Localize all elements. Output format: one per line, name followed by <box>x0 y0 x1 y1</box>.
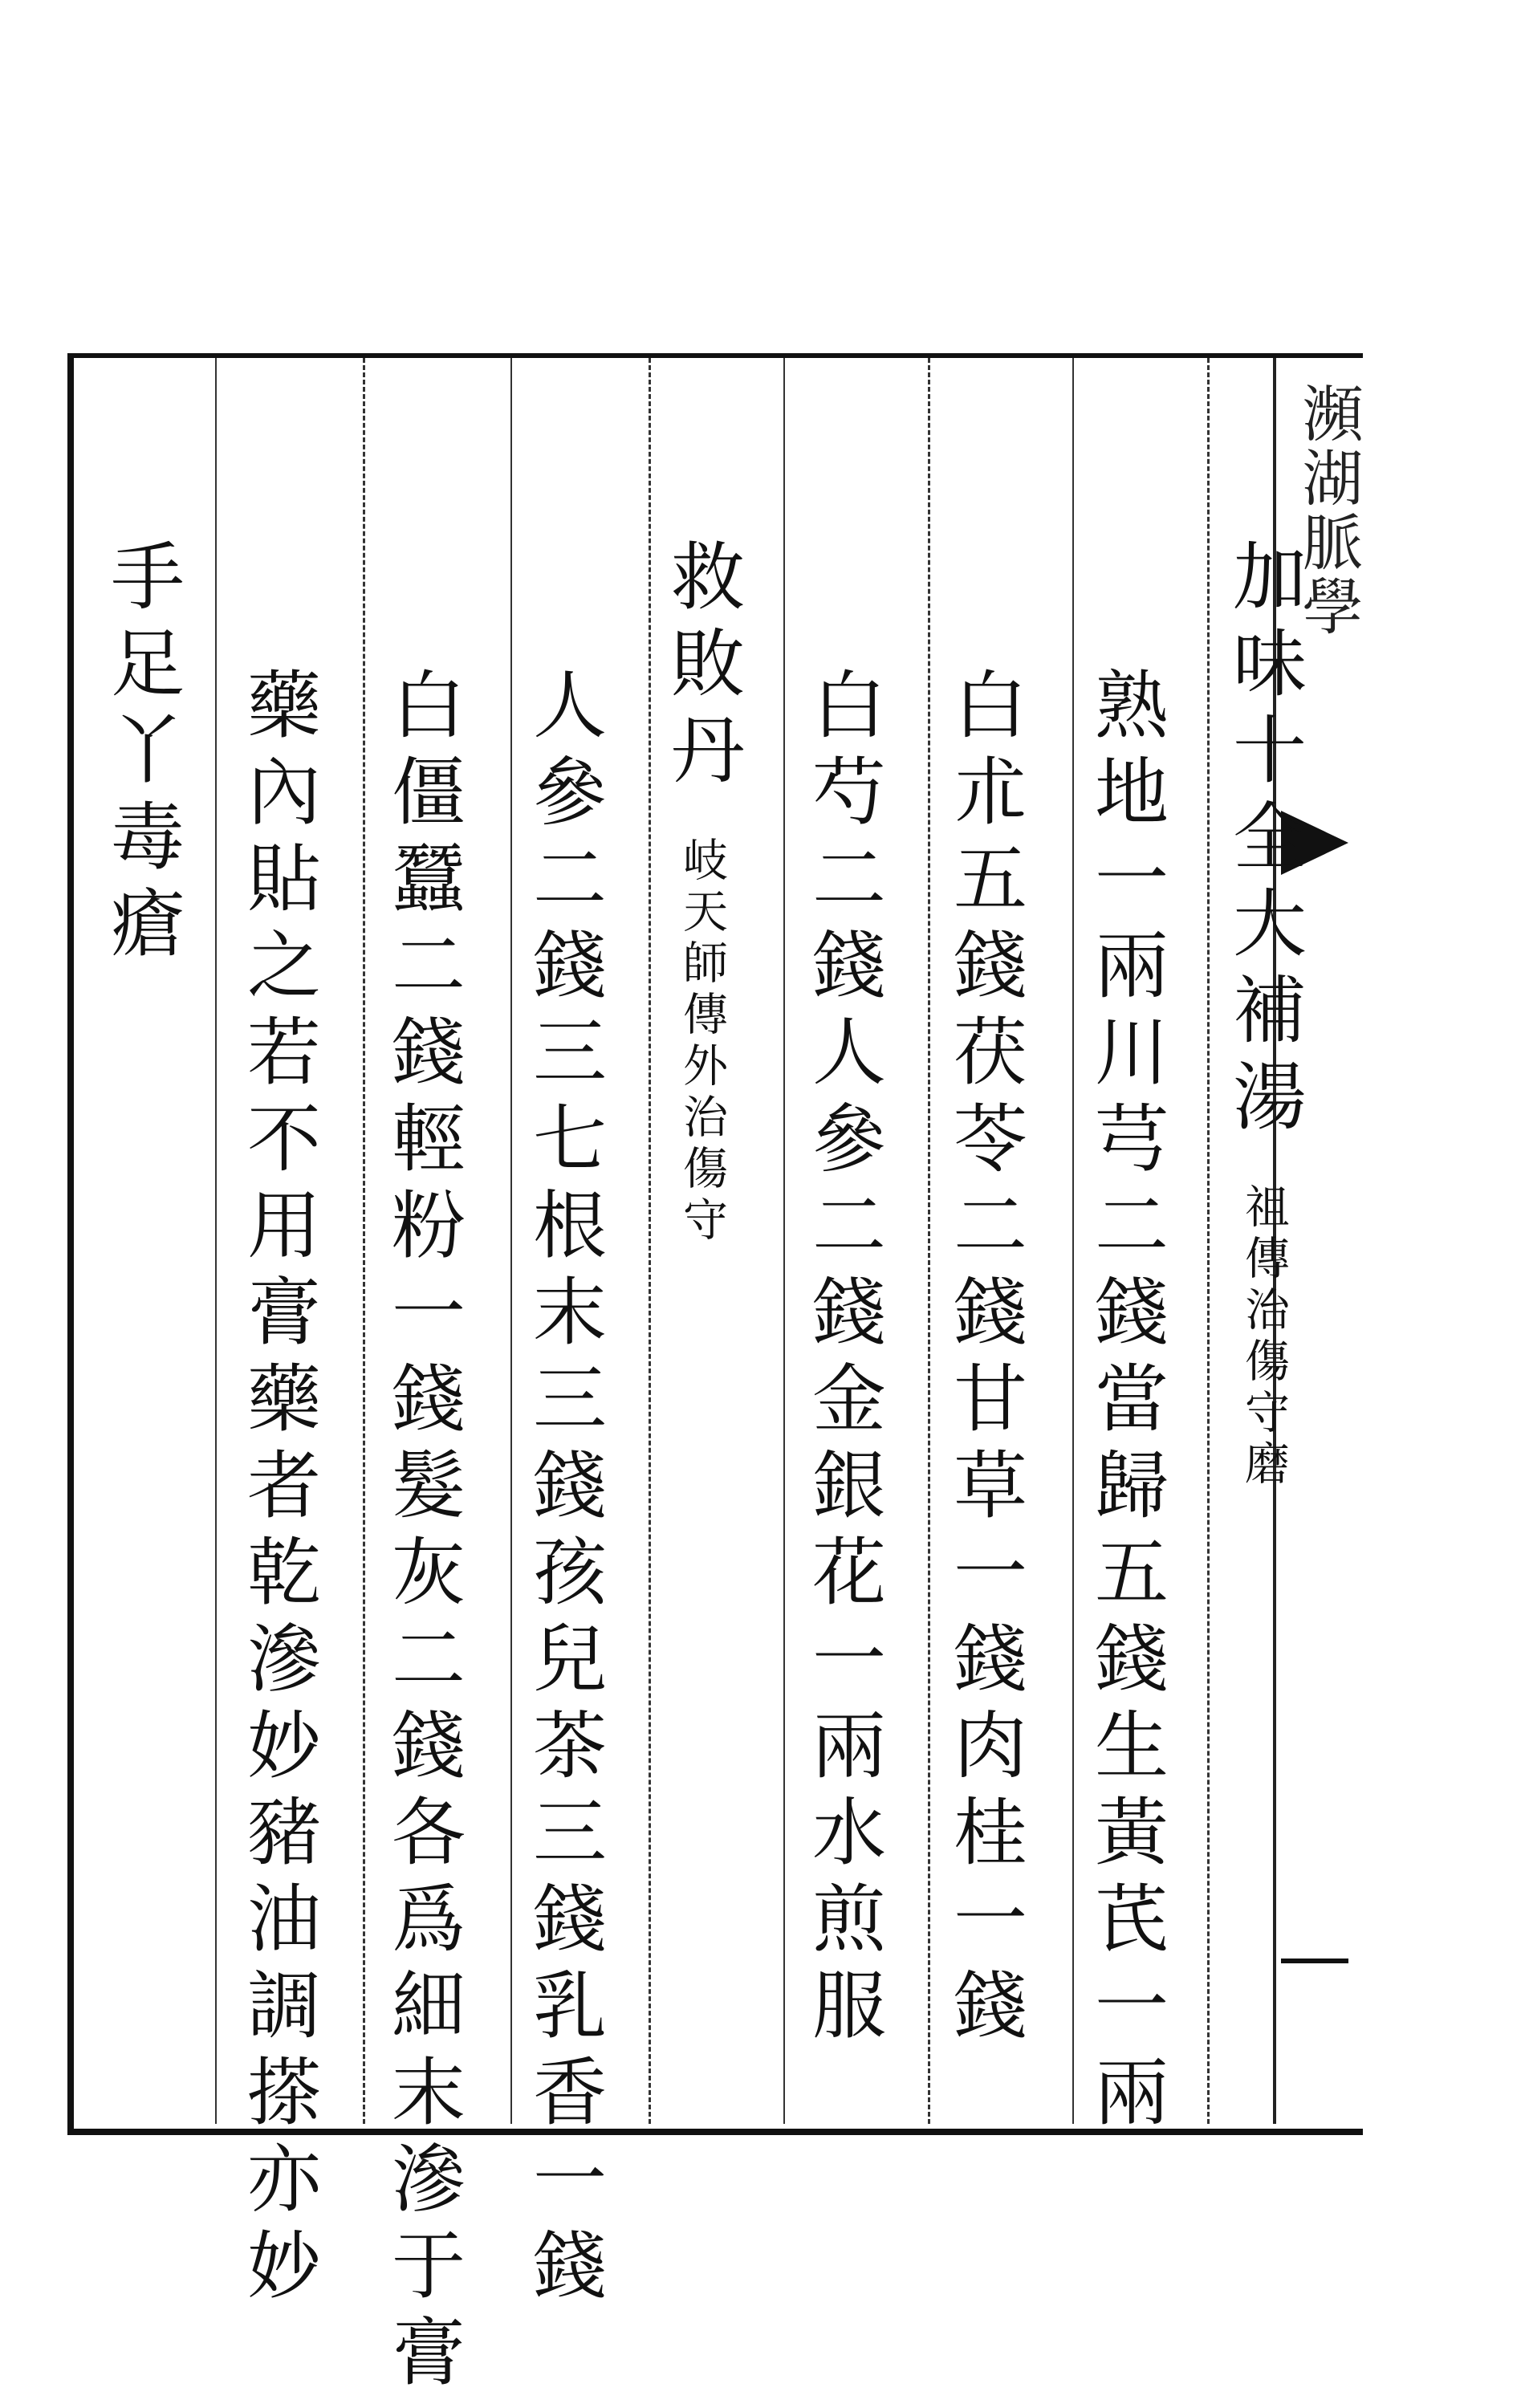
column-rule <box>363 358 365 2124</box>
column-rule <box>1072 358 1074 2124</box>
column-rule <box>1207 358 1210 2124</box>
margin-title: 瀕湖脈學 <box>1292 382 1364 639</box>
column-rule <box>215 358 217 2124</box>
text-column-1 <box>1221 538 1307 1491</box>
text-column-6: 人參二錢三七根末三錢孩兒茶三錢乳香一錢 <box>521 666 607 2313</box>
fishtail-mark-lower <box>1281 1959 1348 1963</box>
text-column-7: 白僵蠶二錢輕粉一錢髮灰二錢各爲細末滲于膏 <box>380 666 466 2400</box>
column-rule <box>783 358 785 2124</box>
prescription-title: 加味十全大補湯 <box>1221 538 1307 1145</box>
prescription-source: 祖傳治傷守磨 <box>1238 1183 1290 1491</box>
text-column-8: 藥內貼之若不用膏藥者乾滲妙豬油調搽亦妙 <box>235 666 321 2313</box>
column-rule <box>510 358 512 2124</box>
text-column-5 <box>659 538 745 1247</box>
text-column-4: 白芍二錢人參二錢金銀花一兩水煎服 <box>800 666 886 2053</box>
prescription-source: 岐天師傳外治傷守 <box>676 836 728 1247</box>
prescription-title: 救敗丹 <box>659 538 745 798</box>
column-rule <box>928 358 930 2124</box>
text-column-3: 白朮五錢茯苓二錢甘草一錢肉桂一錢 <box>941 666 1027 2053</box>
text-column-2: 熟地一兩川芎二錢當歸五錢生黃芪一兩 <box>1083 666 1169 2140</box>
text-column-9: 手足丫毒瘡 <box>99 538 185 971</box>
column-rule <box>649 358 651 2124</box>
